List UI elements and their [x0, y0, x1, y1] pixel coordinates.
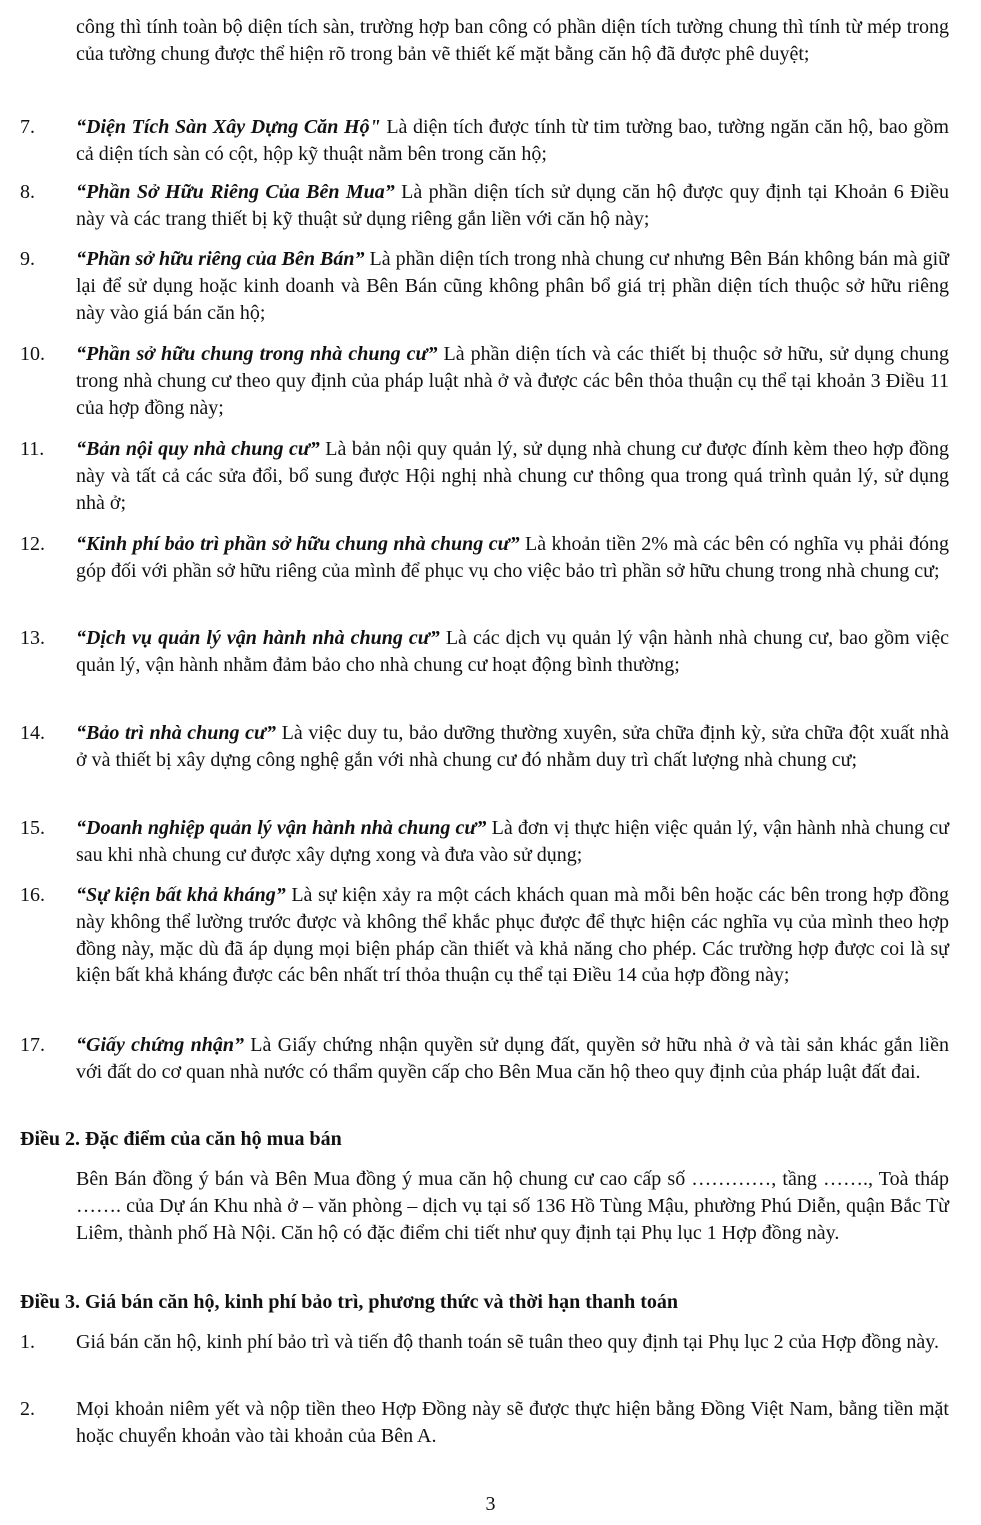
definition-text: Là phần diện tích trong nhà chung cư nhưng Bên Bán không bán mà giữ lại để sử dụng hoặc kinh doanh và Bên Bán cũng không phân bổ giá trị phần diện tích thuộc sở hữu riêng này vào giá bán căn hộ;	[76, 248, 949, 324]
page-number: 3	[485, 1493, 496, 1515]
definition-item-16	[20, 882, 949, 989]
item-number: 15.	[20, 817, 45, 839]
definition-text: Là Giấy chứng nhận quyền sử dụng đất, quyền sở hữu nhà ở và tài sản khác gắn liền với đất do cơ quan nhà nước có thẩm quyền cấp cho Bên Mua căn hộ theo quy định của pháp luật đất đai.	[76, 1034, 949, 1083]
defined-term: “Bảo trì nhà chung cư”	[76, 722, 277, 744]
definition-text: Là việc duy tu, bảo dưỡng thường xuyên, sửa chữa định kỳ, sửa chữa đột xuất nhà ở và thiết bị xây dựng công nghệ gắn với nhà chung cư đó nhằm duy trì chất lượng nhà chung cư;	[76, 722, 950, 771]
continuation-paragraph: công thì tính toàn bộ diện tích sàn, trường hợp ban công có phần diện tích tường chung thì tính từ mép trong của tường chung được thể hiện rõ trong bản vẽ thiết kế mặt bằng căn hộ đã được phê duyệt;	[76, 16, 949, 65]
definition-item-11	[20, 436, 949, 516]
definition-text: Là khoản tiền 2% mà các bên có nghĩa vụ phải đóng góp đối với phần sở hữu riêng của mình để phục vụ cho việc bảo trì phần sở hữu chung trong nhà chung cư;	[76, 533, 949, 582]
defined-term: “Sự kiện bất khả kháng”	[76, 884, 286, 906]
item-number: 13.	[20, 627, 45, 649]
definition-text: Là phần diện tích sử dụng căn hộ được quy định tại Khoản 6 Điều này và các trang thiết bị kỹ thuật sử dụng riêng gắn liền với căn hộ này;	[76, 181, 949, 230]
defined-term: “Giấy chứng nhận”	[76, 1034, 244, 1056]
definition-text: Là diện tích được tính từ tim tường bao, tường ngăn căn hộ, bao gồm cả diện tích sàn có cột, hộp kỹ thuật nằm bên trong căn hộ;	[76, 116, 949, 165]
item-number: 16.	[20, 884, 45, 906]
item-number: 17.	[20, 1034, 45, 1056]
defined-term: “Doanh nghiệp quản lý vận hành nhà chung cư”	[76, 817, 487, 839]
article-3-item-2	[20, 1396, 949, 1450]
item-text: Giá bán căn hộ, kinh phí bảo trì và tiến độ thanh toán sẽ tuân theo quy định tại Phụ lục 2 của Hợp đồng này.	[76, 1331, 939, 1353]
definition-text: Là sự kiện xảy ra một cách khách quan mà mỗi bên hoặc các bên trong hợp đồng này không thể lường trước được và không thể khắc phục được để thực hiện các nghĩa vụ của mình theo hợp đồng này, mặc dù đã áp dụng mọi biện pháp cần thiết và khả năng cho phép. Các trường hợp được coi là sự kiện bất khả kháng được các bên nhất trí thỏa thuận cụ thể tại Điều 14 của hợp đồng này;	[76, 884, 950, 987]
article-2-heading: Điều 2. Đặc điểm của căn hộ mua bán	[20, 1128, 342, 1150]
item-number: 9.	[20, 248, 35, 270]
definition-item-15	[20, 815, 949, 869]
definition-text: Là các dịch vụ quản lý vận hành nhà chung cư, bao gồm việc quản lý, vận hành nhằm đảm bảo cho nhà chung cư hoạt động bình thường;	[76, 627, 949, 676]
definition-text: Là phần diện tích và các thiết bị thuộc sở hữu, sử dụng chung trong nhà chung cư theo quy định của pháp luật nhà ở và được các bên thỏa thuận cụ thể tại khoản 3 Điều 11 của hợp đồng này;	[76, 343, 949, 419]
item-number: 11.	[20, 438, 45, 460]
definition-item-8	[20, 179, 949, 233]
defined-term: “Bản nội quy nhà chung cư”	[76, 438, 320, 460]
definition-item-10	[20, 341, 949, 421]
defined-term: “Phần Sở Hữu Riêng Của Bên Mua”	[76, 181, 395, 203]
definition-item-13	[20, 625, 949, 679]
definition-text: Là bản nội quy quản lý, sử dụng nhà chung cư được đính kèm theo hợp đồng này và tất cả các sửa đổi, bổ sung được Hội nghị nhà chung cư thông qua trong quá trình quản lý, sử dụng nhà ở;	[76, 438, 949, 514]
item-number: 10.	[20, 343, 45, 365]
definition-item-17	[20, 1032, 949, 1086]
item-number: 2.	[20, 1398, 35, 1420]
definition-item-7	[20, 114, 949, 168]
defined-term: “Dịch vụ quản lý vận hành nhà chung cư”	[76, 627, 440, 649]
article-3-item-1	[20, 1329, 949, 1356]
defined-term: “Kinh phí bảo trì phần sở hữu chung nhà chung cư”	[76, 533, 520, 555]
item-number: 14.	[20, 722, 45, 744]
item-text: Mọi khoản niêm yết và nộp tiền theo Hợp Đồng này sẽ được thực hiện bằng Đồng Việt Nam, bằng tiền mặt hoặc chuyển khoản vào tài khoản của Bên A.	[76, 1398, 949, 1447]
item-number: 12.	[20, 533, 45, 555]
definition-item-9	[20, 246, 949, 326]
defined-term: “Diện Tích Sàn Xây Dựng Căn Hộ"	[76, 116, 381, 138]
definition-item-12	[20, 531, 949, 585]
defined-term: “Phần sở hữu chung trong nhà chung cư”	[76, 343, 438, 365]
article-3-heading: Điều 3. Giá bán căn hộ, kinh phí bảo trì, phương thức và thời hạn thanh toán	[20, 1291, 679, 1313]
item-number: 7.	[20, 116, 35, 138]
defined-term: “Phần sở hữu riêng của Bên Bán”	[76, 248, 365, 270]
definition-text: Là đơn vị thực hiện việc quản lý, vận hành nhà chung cư sau khi nhà chung cư được xây dựng xong và đưa vào sử dụng;	[76, 817, 949, 866]
item-number: 8.	[20, 181, 35, 203]
item-number: 1.	[20, 1331, 35, 1353]
article-2-body: Bên Bán đồng ý bán và Bên Mua đồng ý mua căn hộ chung cư cao cấp số …………, tầng ……., Toà tháp ……. của Dự án Khu nhà ở – văn phòng – dịch vụ tại số 136 Hồ Tùng Mậu, phường Phú Diễn, quận Bắc Từ Liêm, thành phố Hà Nội. Căn hộ có đặc điểm chi tiết như quy định tại Phụ lục 1 Hợp đồng này.	[76, 1168, 949, 1244]
definition-item-14	[20, 720, 949, 774]
